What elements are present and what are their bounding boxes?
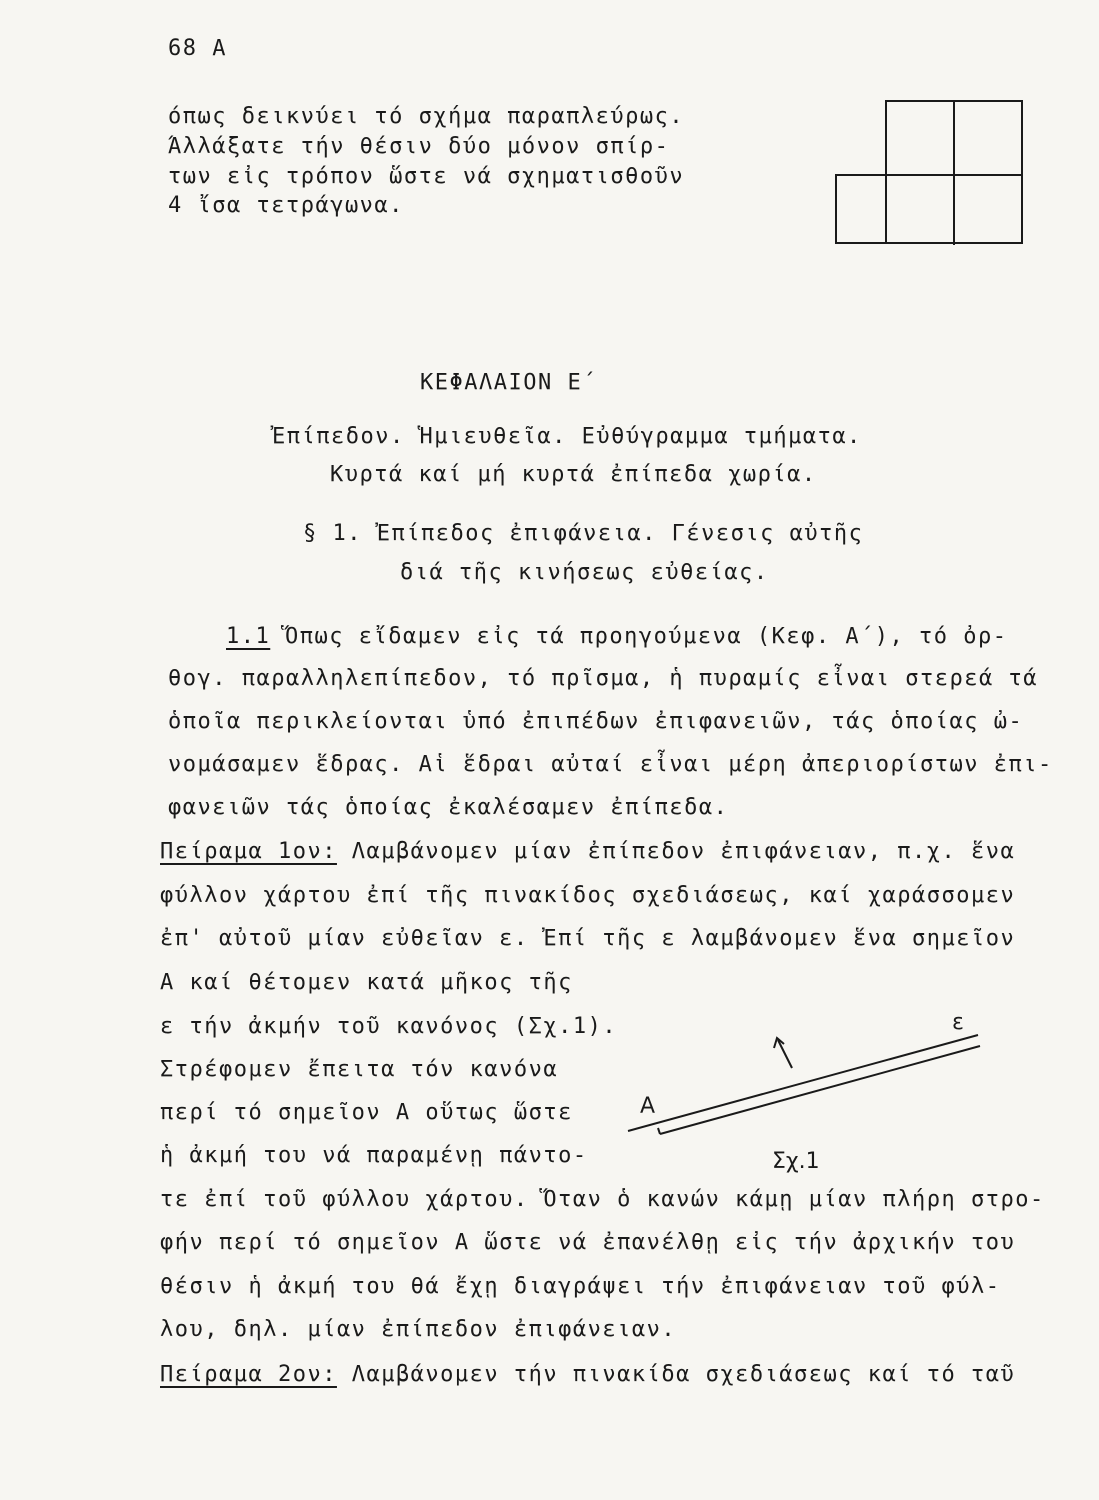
- paragraph-number: 1.1: [226, 624, 271, 649]
- experiment-label: Πείραμα 1ον:: [160, 839, 337, 864]
- experiment-label: Πείραμα 2ον:: [160, 1362, 337, 1387]
- paragraph-line: φανειῶν τάς ὁποίας ἐκαλέσαμεν ἐπίπεδα.: [168, 795, 729, 820]
- experiment-line: Στρέφομεν ἔπειτα τόν κανόνα: [160, 1057, 559, 1082]
- page-number: 68 Α: [168, 36, 227, 61]
- ruler-end: [658, 1128, 660, 1134]
- figure-1-diagram: [600, 1000, 1020, 1190]
- intro-line: όπως δεικνύει τό σχήμα παραπλεύρως.: [168, 104, 685, 129]
- experiment-line: Α καί θέτομεν κατά μῆκος τῆς: [160, 970, 573, 995]
- square-outline: [836, 175, 1022, 243]
- line-epsilon-label: ε: [952, 1010, 964, 1035]
- experiment-text: Λαμβάνομεν μίαν ἐπίπεδον ἐπιφάνειαν, π.χ. ἕνα: [351, 839, 1016, 864]
- experiment-line: ἐπ' αὐτοῦ μίαν εὐθεῖαν ε. Ἐπί τῆς ε λαμβάνομεν ἕνα σημεῖον: [160, 926, 1016, 951]
- rotation-arrow: [778, 1040, 792, 1068]
- section-title: διά τῆς κινήσεως εὐθείας.: [400, 560, 769, 585]
- intro-line: 4 ἴσα τετράγωνα.: [168, 193, 404, 218]
- intro-line: των εἰς τρόπον ὥστε νά σχηματισθοῦν: [168, 164, 685, 189]
- chapter-subtitle: Ἐπίπεδον. Ἡμιευθεῖα. Εὐθύγραμμα τμήματα.: [272, 424, 862, 449]
- experiment-line: ε τήν ἀκμήν τοῦ κανόνος (Σχ.1).: [160, 1014, 618, 1039]
- experiment-text: Λαμβάνομεν τήν πινακίδα σχεδιάσεως καί τό ταῦ: [351, 1362, 1016, 1387]
- experiment-2-first-line: [160, 1362, 1015, 1387]
- experiment-line: ἡ ἀκμή του νά παραμένῃ πάντο-: [160, 1143, 588, 1168]
- paragraph-line: θογ. παραλληλεπίπεδον, τό πρῖσμα, ἡ πυραμίς εἶναι στερεά τά: [168, 666, 1038, 691]
- chapter-subtitle: Κυρτά καί μή κυρτά ἐπίπεδα χωρία.: [330, 462, 817, 487]
- experiment-line: φήν περί τό σημεῖον Α ὥστε νά ἐπανέλθῃ εἰς τήν ἀρχικήν του: [160, 1230, 1016, 1255]
- experiment-line: θέσιν ἡ ἀκμή του θά ἔχῃ διαγράψει τήν ἐπιφάνειαν τοῦ φύλ-: [160, 1274, 1001, 1299]
- section-title: § 1. Ἐπίπεδος ἐπιφάνεια. Γένεσις αὐτῆς: [303, 521, 864, 546]
- intro-line: Άλλάξατε τήν θέσιν δύο μόνον σπίρ-: [168, 134, 670, 159]
- paragraph-line: ὁποῖα περικλείονται ὑπό ἐπιπέδων ἐπιφανειῶν, τάς ὁποίας ὠ-: [168, 709, 1024, 734]
- paragraph-line: νομάσαμεν ἕδρας. Αἱ ἕδραι αὐταί εἶναι μέρη ἀπεριορίστων ἐπι-: [168, 752, 1053, 777]
- experiment-line: περί τό σημεῖον Α οὕτως ὥστε: [160, 1100, 573, 1125]
- ruler-edge: [660, 1046, 980, 1134]
- experiment-1-first-line: [160, 839, 1015, 864]
- figure-caption: Σχ.1: [772, 1149, 820, 1174]
- matchstick-figure: [830, 95, 1030, 255]
- experiment-line: λου, δηλ. μίαν ἐπίπεδον ἐπιφάνειαν.: [160, 1317, 677, 1342]
- paragraph-text: Ὅπως εἴδαμεν εἰς τά προηγούμενα (Κεφ. Α΄), τό ὀρ-: [285, 624, 1008, 649]
- paragraph-1-1-first-line: [226, 624, 1008, 649]
- point-a-label: Α: [640, 1094, 656, 1119]
- experiment-line: φύλλον χάρτου ἐπί τῆς πινακίδος σχεδιάσεως, καί χαράσσομεν: [160, 883, 1016, 908]
- chapter-title: ΚΕΦΑΛΑΙΟΝ Ε΄: [420, 370, 597, 395]
- line-epsilon: [628, 1035, 978, 1131]
- experiment-line: τε ἐπί τοῦ φύλλου χάρτου. Ὅταν ὁ κανών κάμῃ μίαν πλήρη στρο-: [160, 1187, 1045, 1212]
